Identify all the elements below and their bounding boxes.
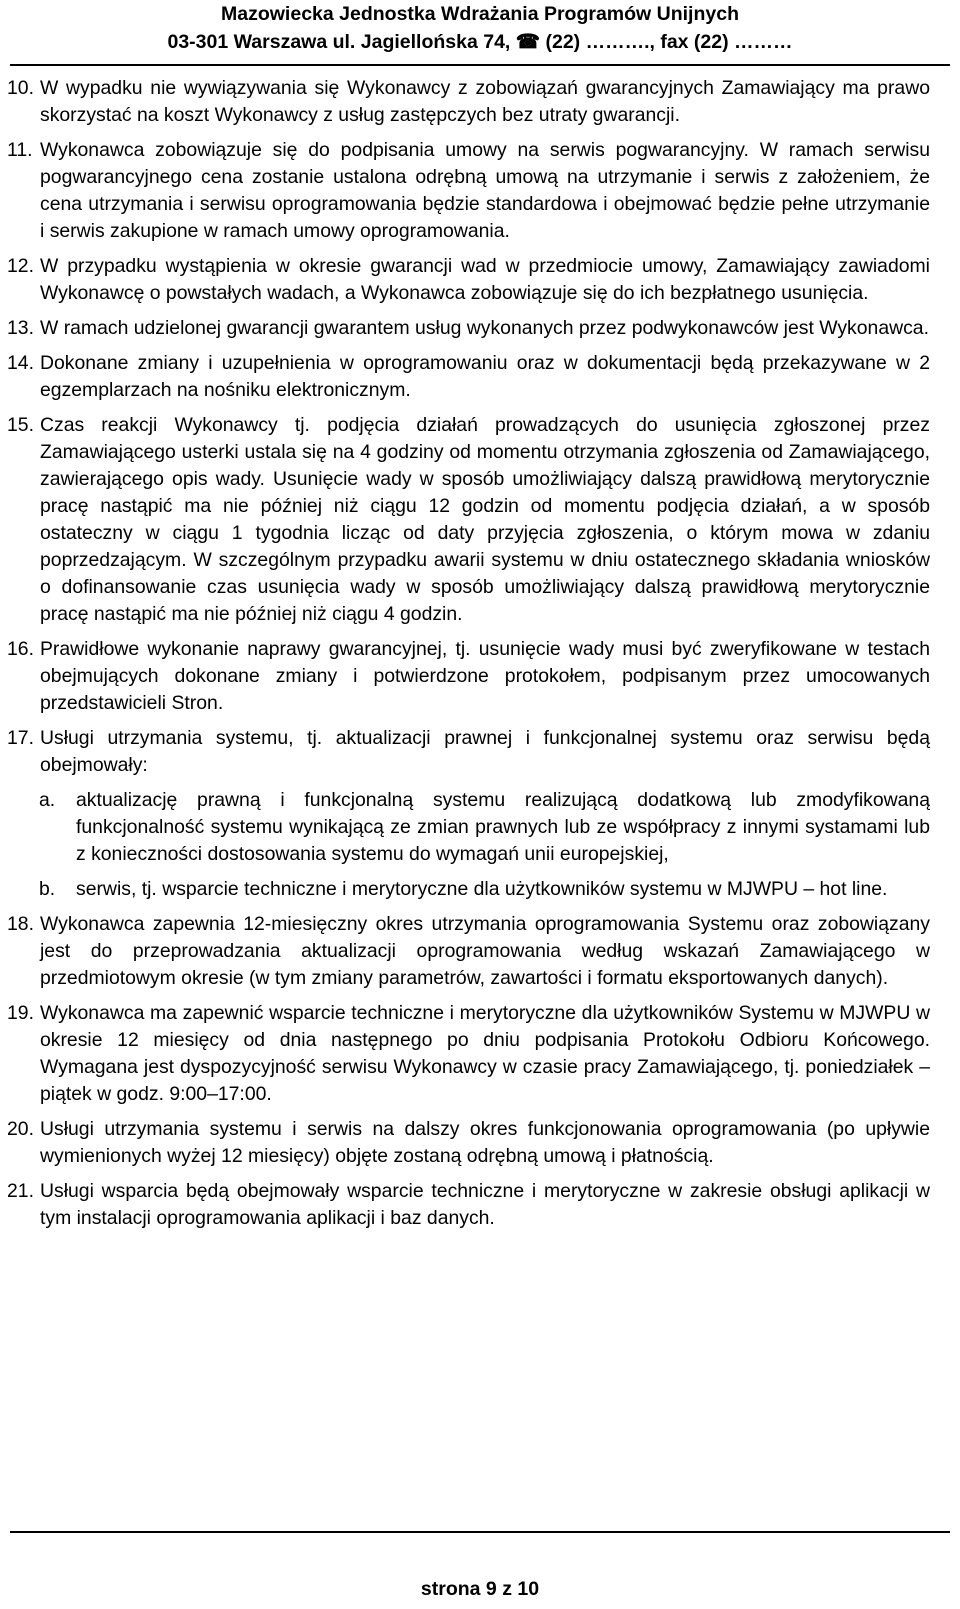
list-item	[0, 75, 930, 129]
list-item	[0, 1116, 930, 1170]
list-item-number: 10.	[7, 77, 34, 99]
list-item	[0, 315, 930, 342]
header-address-line	[0, 28, 960, 56]
document-header	[0, 0, 960, 56]
list-item	[0, 636, 930, 717]
document-body	[0, 75, 960, 1240]
list-item-number: 15.	[7, 414, 34, 436]
list-item	[0, 1178, 930, 1232]
sub-list	[0, 787, 960, 903]
list-item-number: 17.	[7, 727, 34, 749]
header-institution-name: Mazowiecka Jednostka Wdrażania Programów Unijnych	[221, 3, 739, 25]
list-item-text: Dokonane zmiany i uzupełnienia w oprogramowaniu oraz w dokumentacji będą przekazywane w 2 egzemplarzach na nośniku elektronicznym.	[40, 352, 930, 401]
list-item	[0, 350, 930, 404]
list-item-text: Wykonawca ma zapewnić wsparcie techniczne i merytoryczne dla użytkowników Systemu w MJWPU w okresie 12 miesięcy od dnia następnego po dniu podpisania Protokołu Odbioru Końcowego. Wymagana jest dyspozycyjność serwisu Wykonawcy w czasie pracy Zamawiającego, tj. poniedziałek – piątek w godz. 9:00–17:00.	[40, 1002, 930, 1105]
list-item-text: W przypadku wystąpienia w okresie gwarancji wad w przedmiocie umowy, Zamawiający zawiadomi Wykonawcę o powstałych wadach, a Wykonawca zobowiązuje się do ich bezpłatnego usunięcia.	[40, 255, 930, 304]
phone-icon: ☎	[515, 31, 541, 53]
sub-list-item-text: serwis, tj. wsparcie techniczne i merytoryczne dla użytkowników systemu w MJWPU – hot line.	[76, 878, 888, 900]
footer-divider	[10, 1531, 950, 1533]
list-item-text: W wypadku nie wywiązywania się Wykonawcy z zobowiązań gwarancyjnych Zamawiający ma prawo skorzystać na koszt Wykonawcy z usług zastępczych bez utraty gwarancji.	[40, 77, 930, 126]
list-item-number: 12.	[7, 255, 34, 277]
list-item	[0, 1000, 930, 1108]
list-item	[0, 911, 930, 992]
list-item-number: 20.	[7, 1118, 34, 1140]
list-item	[0, 253, 930, 307]
list-item-text: Prawidłowe wykonanie naprawy gwarancyjnej, tj. usunięcie wady musi być zweryfikowane w testach obejmujących dokonane zmiany i potwierdzone protokołem, podpisanym przez umocowanych przedstawicieli Stron.	[40, 638, 930, 714]
sub-list-item	[0, 876, 930, 903]
list-item-text: W ramach udzielonej gwarancji gwarantem usług wykonanych przez podwykonawców jest Wykonawca.	[40, 317, 929, 339]
header-address: 03-301 Warszawa ul. Jagiellońska 74,	[167, 31, 516, 53]
list-item	[0, 412, 930, 628]
list-item-text: Czas reakcji Wykonawcy tj. podjęcia działań prowadzących do usunięcia zgłoszonej przez Zamawiającego usterki ustala się na 4 godziny od momentu otrzymania zgłoszenia od Zamawiającego, zawierającego opis wady. Usunięcie wady w sposób umożliwiający dalszą prawidłową merytorycznie pracę nastąpić ma nie później niż ciągu 12 godzin od momentu podjęcia działań, a w sposób ostateczny w ciągu 1 tygodnia licząc od daty przyjęcia zgłoszenia, o którym mowa w zdaniu poprzedzającym. W szczególnym przypadku awarii systemu w dniu ostatecznego składania wniosków o dofinansowanie czas usunięcia wady w sposób umożliwiający dalszą prawidłową merytorycznie pracę nastąpić ma nie później niż ciągu 4 godzin.	[40, 414, 930, 625]
list-item-number: 11.	[7, 139, 33, 161]
header-phone-fax: (22) ………., fax (22) ………	[540, 31, 793, 53]
header-divider	[10, 64, 950, 66]
list-item	[0, 725, 930, 779]
sub-list-item	[0, 787, 930, 868]
list-item-number: 19.	[7, 1002, 34, 1024]
list-item-text: Usługi wsparcia będą obejmowały wsparcie techniczne i merytoryczne w zakresie obsługi aplikacji w tym instalacji oprogramowania aplikacji i baz danych.	[40, 1180, 930, 1229]
list-item-text: Wykonawca zapewnia 12-miesięczny okres utrzymania oprogramowania Systemu oraz zobowiązany jest do przeprowadzania aktualizacji oprogramowania według wskazań Zamawiającego w przedmiotowym okresie (w tym zmiany parametrów, zawartości i formatu eksportowanych danych).	[40, 913, 930, 989]
list-item-number: 21.	[7, 1180, 34, 1202]
list-item-text: Wykonawca zobowiązuje się do podpisania umowy na serwis pogwarancyjny. W ramach serwisu pogwarancyjnego cena zostanie ustalona odrębną umową na utrzymanie i serwis z założeniem, że cena utrzymania i serwisu oprogramowania będzie standardowa i obejmować będzie pełne utrzymanie i serwis zakupione w ramach umowy oprogramowania.	[40, 139, 930, 242]
list-item-number: 16.	[7, 638, 34, 660]
list-item-text: Usługi utrzymania systemu, tj. aktualizacji prawnej i funkcjonalnej systemu oraz serwisu będą obejmowały:	[40, 727, 930, 776]
list-item-text: Usługi utrzymania systemu i serwis na dalszy okres funkcjonowania oprogramowania (po upływie wymienionych wyżej 12 miesięcy) objęte zostaną odrębną umową i płatnością.	[40, 1118, 930, 1167]
list-item	[0, 137, 930, 245]
list-item-number: 13.	[7, 317, 34, 339]
sub-list-item-letter: a.	[39, 789, 56, 811]
sub-list-item-letter: b.	[39, 878, 56, 900]
list-item-number: 14.	[7, 352, 34, 374]
page-number: strona 9 z 10	[420, 1578, 540, 1600]
sub-list-item-text: aktualizację prawną i funkcjonalną systemu realizującą dodatkową lub zmodyfikowaną funkcjonalność systemu wynikającą ze zmian prawnych lub ze współpracy z innymi systamami lub z konieczności dostosowania systemu do wymagań unii europejskiej,	[76, 789, 930, 865]
list-item-number: 18.	[7, 913, 34, 935]
